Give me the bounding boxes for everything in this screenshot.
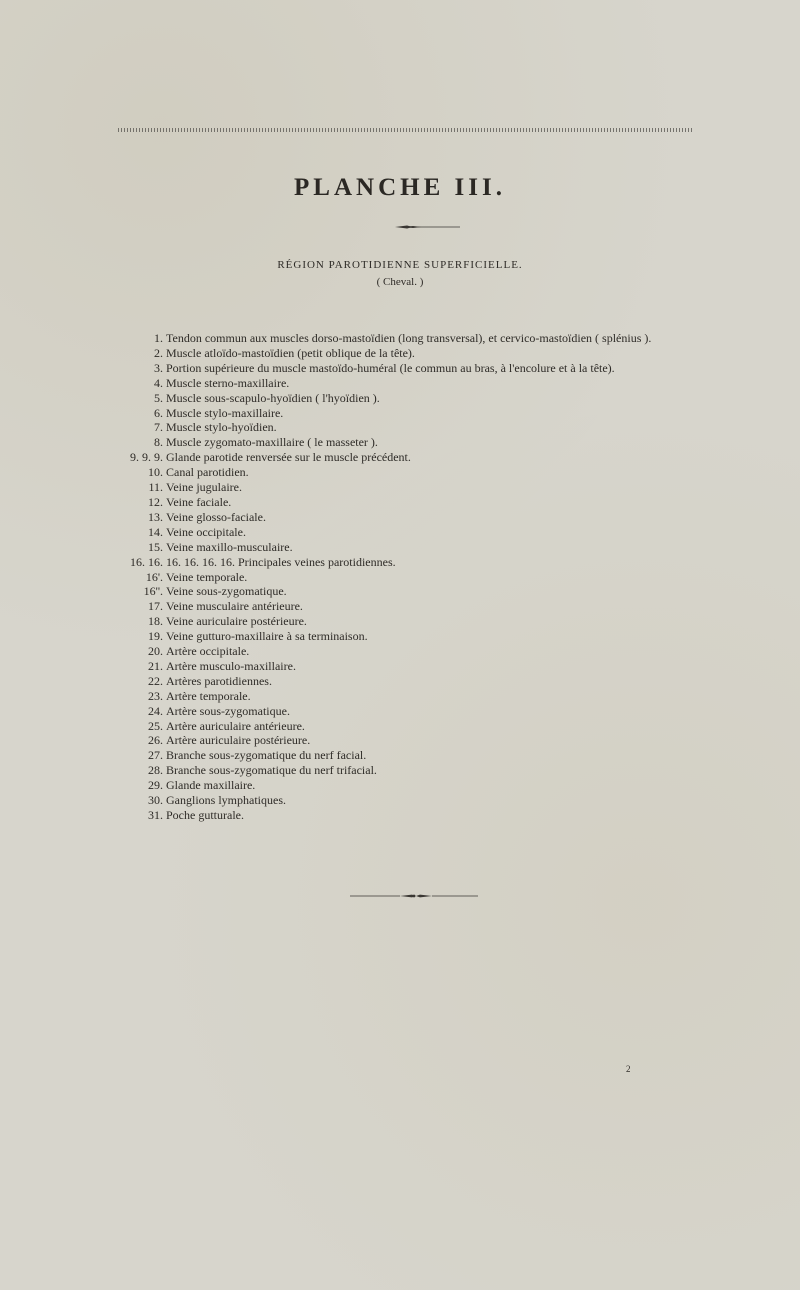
legend-entry	[100, 763, 700, 778]
legend-entry	[100, 733, 700, 748]
section-subtitle: RÉGION PAROTIDIENNE SUPERFICIELLE.	[277, 259, 523, 271]
legend-text: Portion supérieure du muscle mastoïdo-huméral (le commun au bras, à l'encolure et à la tête).	[166, 360, 615, 375]
legend-entry	[100, 465, 700, 480]
legend-entry	[100, 525, 700, 540]
legend-text: Artère auriculaire antérieure.	[166, 718, 305, 733]
legend-text: Veine gutturo-maxillaire à sa terminaison.	[166, 629, 368, 644]
legend-entry	[100, 644, 700, 659]
legend-number: 6.	[154, 405, 163, 420]
legend-number: 18.	[148, 614, 163, 629]
legend-entry	[100, 584, 700, 599]
legend-entry	[100, 540, 700, 555]
legend-number: 4.	[154, 375, 163, 390]
legend-entry	[100, 689, 700, 704]
legend-entry	[100, 480, 700, 495]
legend-number: 31.	[148, 808, 163, 822]
legend-text: Veine maxillo-musculaire.	[166, 539, 293, 554]
legend-number: 16'.	[145, 569, 163, 584]
legend-text: Branche sous-zygomatique du nerf facial.	[166, 748, 367, 763]
legend-entry	[100, 748, 700, 763]
title-ornament	[355, 224, 460, 230]
legend-number: 27.	[148, 748, 163, 763]
legend-entry	[100, 406, 700, 421]
legend-number: 7.	[154, 420, 163, 435]
legend-number: 29.	[148, 778, 163, 793]
legend-entry	[100, 555, 700, 570]
legend-text: Artère musculo-maxillaire.	[166, 658, 296, 673]
legend-entry	[100, 808, 700, 823]
legend-number: 19.	[148, 629, 163, 644]
legend-number: 17.	[148, 599, 163, 614]
legend-text: Artères parotidiennes.	[166, 673, 272, 688]
legend-text: Glande maxillaire.	[166, 778, 256, 793]
legend-number: 11.	[148, 480, 163, 495]
legend-number: 30.	[148, 793, 163, 808]
legend-number: 28.	[148, 763, 163, 778]
legend-text: Veine jugulaire.	[166, 480, 242, 495]
page-number: 2	[626, 1064, 631, 1074]
legend-number: 10.	[148, 465, 163, 480]
legend-entry	[100, 435, 700, 450]
legend-entry	[100, 391, 700, 406]
legend-entry	[100, 346, 700, 361]
legend-text: Veine musculaire antérieure.	[166, 599, 303, 614]
legend-text: Muscle atloïdo-mastoïdien (petit oblique de la tête).	[166, 345, 415, 360]
legend-text: Veine occipitale.	[166, 524, 246, 539]
legend-text: Canal parotidien.	[166, 465, 249, 480]
legend-entry	[100, 361, 700, 376]
legend-entry	[100, 793, 700, 808]
legend-number: 13.	[148, 509, 163, 524]
legend-number: 5.	[154, 390, 163, 405]
legend-entry	[100, 614, 700, 629]
legend-text: Muscle zygomato-maxillaire ( le masseter ).	[166, 435, 378, 450]
legend-entry	[100, 376, 700, 391]
legend-text: Glande parotide renversée sur le muscle précédent.	[166, 450, 411, 465]
legend-number: 12.	[148, 494, 163, 509]
legend-number: 26.	[148, 733, 163, 748]
legend-entry	[100, 510, 700, 525]
legend-text: Muscle stylo-maxillaire.	[166, 405, 284, 420]
legend-list	[100, 331, 700, 823]
legend-number: 15.	[148, 539, 163, 554]
legend-entry	[100, 704, 700, 719]
legend-entry	[100, 674, 700, 689]
legend-text: Poche gutturale.	[166, 808, 244, 822]
legend-number: 24.	[148, 703, 163, 718]
legend-number: 21.	[148, 658, 163, 673]
legend-text: 16. 16. 16. 16. Principales veines parotidiennes.	[166, 554, 396, 569]
legend-text: Branche sous-zygomatique du nerf trifacial.	[166, 763, 377, 778]
top-rule	[118, 128, 694, 132]
bottom-ornament	[350, 893, 478, 899]
legend-text: Artère sous-zygomatique.	[166, 703, 290, 718]
legend-number: 16''.	[143, 584, 163, 599]
legend-text: Muscle sterno-maxillaire.	[166, 375, 290, 390]
legend-text: Veine temporale.	[166, 569, 248, 584]
legend-entry	[100, 570, 700, 585]
legend-entry	[100, 331, 700, 346]
legend-text: Artère auriculaire postérieure.	[166, 733, 311, 748]
legend-number: 8.	[154, 435, 163, 450]
legend-entry	[100, 629, 700, 644]
page-title: PLANCHE III.	[294, 174, 506, 201]
legend-text: Muscle stylo-hyoïdien.	[166, 420, 277, 435]
legend-number: 14.	[148, 524, 163, 539]
legend-number: 2.	[154, 345, 163, 360]
legend-entry	[100, 495, 700, 510]
legend-text: Ganglions lymphatiques.	[166, 793, 286, 808]
legend-text: Tendon commun aux muscles dorso-mastoïdien (long transversal), et cervico-mastoïdien ( splénius ).	[166, 331, 652, 345]
legend-number: 16. 16.	[130, 554, 163, 569]
legend-number: 9. 9. 9.	[130, 450, 163, 465]
legend-number: 20.	[148, 644, 163, 659]
legend-number: 25.	[148, 718, 163, 733]
legend-number: 1.	[154, 331, 163, 345]
legend-text: Veine glosso-faciale.	[166, 509, 266, 524]
legend-entry	[100, 659, 700, 674]
animal-label: ( Cheval. )	[376, 276, 424, 288]
legend-number: 3.	[154, 360, 163, 375]
legend-number: 23.	[148, 688, 163, 703]
legend-text: Artère occipitale.	[166, 644, 250, 659]
legend-entry	[100, 778, 700, 793]
legend-text: Veine sous-zygomatique.	[166, 584, 287, 599]
legend-entry	[100, 420, 700, 435]
legend-entry	[100, 450, 700, 465]
legend-text: Muscle sous-scapulo-hyoïdien ( l'hyoïdien ).	[166, 390, 380, 405]
legend-text: Veine faciale.	[166, 494, 232, 509]
legend-text: Veine auriculaire postérieure.	[166, 614, 307, 629]
legend-entry	[100, 599, 700, 614]
legend-text: Artère temporale.	[166, 688, 251, 703]
legend-entry	[100, 719, 700, 734]
legend-number: 22.	[148, 673, 163, 688]
